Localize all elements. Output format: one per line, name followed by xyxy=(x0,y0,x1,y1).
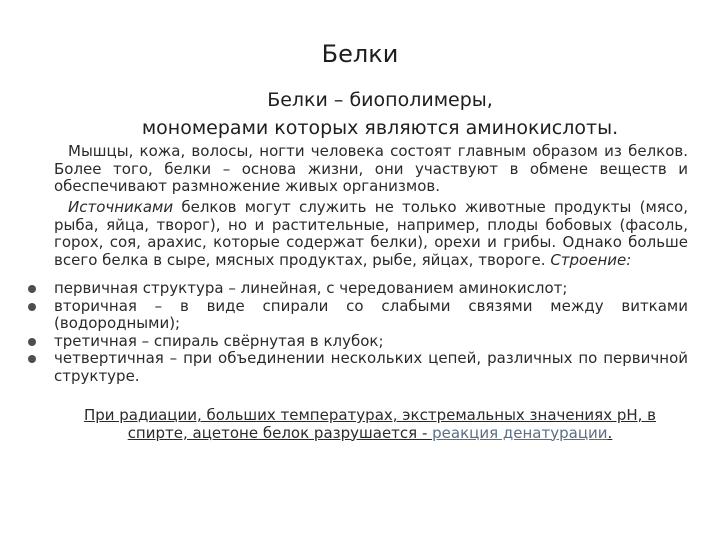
bullet-icon xyxy=(28,338,36,346)
paragraph-2-emphasis: Источниками xyxy=(68,198,174,216)
bullet-icon xyxy=(28,303,36,311)
footer-note xyxy=(80,407,660,442)
list-item xyxy=(54,350,688,385)
list-item-text: четвертичная – при объединении нескольких цепей, различных по первичной структуре. xyxy=(54,349,688,385)
paragraph-1: Мышцы, кожа, волосы, ногти человека состоят главным образом из белков. Более того, белки – основа жизни, они участвуют в обмене веществ и обеспечивают размножение живых организмов. xyxy=(54,142,688,195)
slide-title: Белки xyxy=(321,40,399,68)
list-item xyxy=(54,280,688,298)
structure-heading: Строение: xyxy=(550,250,632,269)
subtitle-line-2: мономерами которых являются аминокислоты. xyxy=(141,117,619,139)
paragraph-2 xyxy=(54,199,688,269)
denaturation-link[interactable]: реакция денатурации xyxy=(432,423,608,442)
subtitle-line-1: Белки – биополимеры, xyxy=(267,89,493,111)
list-item xyxy=(54,333,688,351)
paragraph-2-text: белков могут служить не только животные продукты (мясо, рыба, яйца, творог), но и растительные, например, плоды бобовых (фасоль, горох, соя, арахис, которые содержат белки), орехи и грибы. Однако больше всего белка в сыре, мясных продуктах, рыбе, яйцах, твороге. xyxy=(54,198,688,269)
list-item-text: первичная структура – линейная, с чередованием аминокислот; xyxy=(54,279,568,297)
list-item-text: вторичная – в виде спирали со слабыми связями между витками (водородными); xyxy=(54,296,688,332)
footer-end: . xyxy=(607,423,613,442)
structure-list xyxy=(54,280,688,385)
list-item-text: третичная – спираль свёрнутая в клубок; xyxy=(54,331,384,350)
bullet-icon xyxy=(28,355,36,363)
footer-text: При радиации, больших температурах, экстремальных значениях pH, в спирте, ацетоне белок разрушается - xyxy=(83,406,657,442)
bullet-icon xyxy=(28,285,36,293)
list-item xyxy=(54,298,688,333)
